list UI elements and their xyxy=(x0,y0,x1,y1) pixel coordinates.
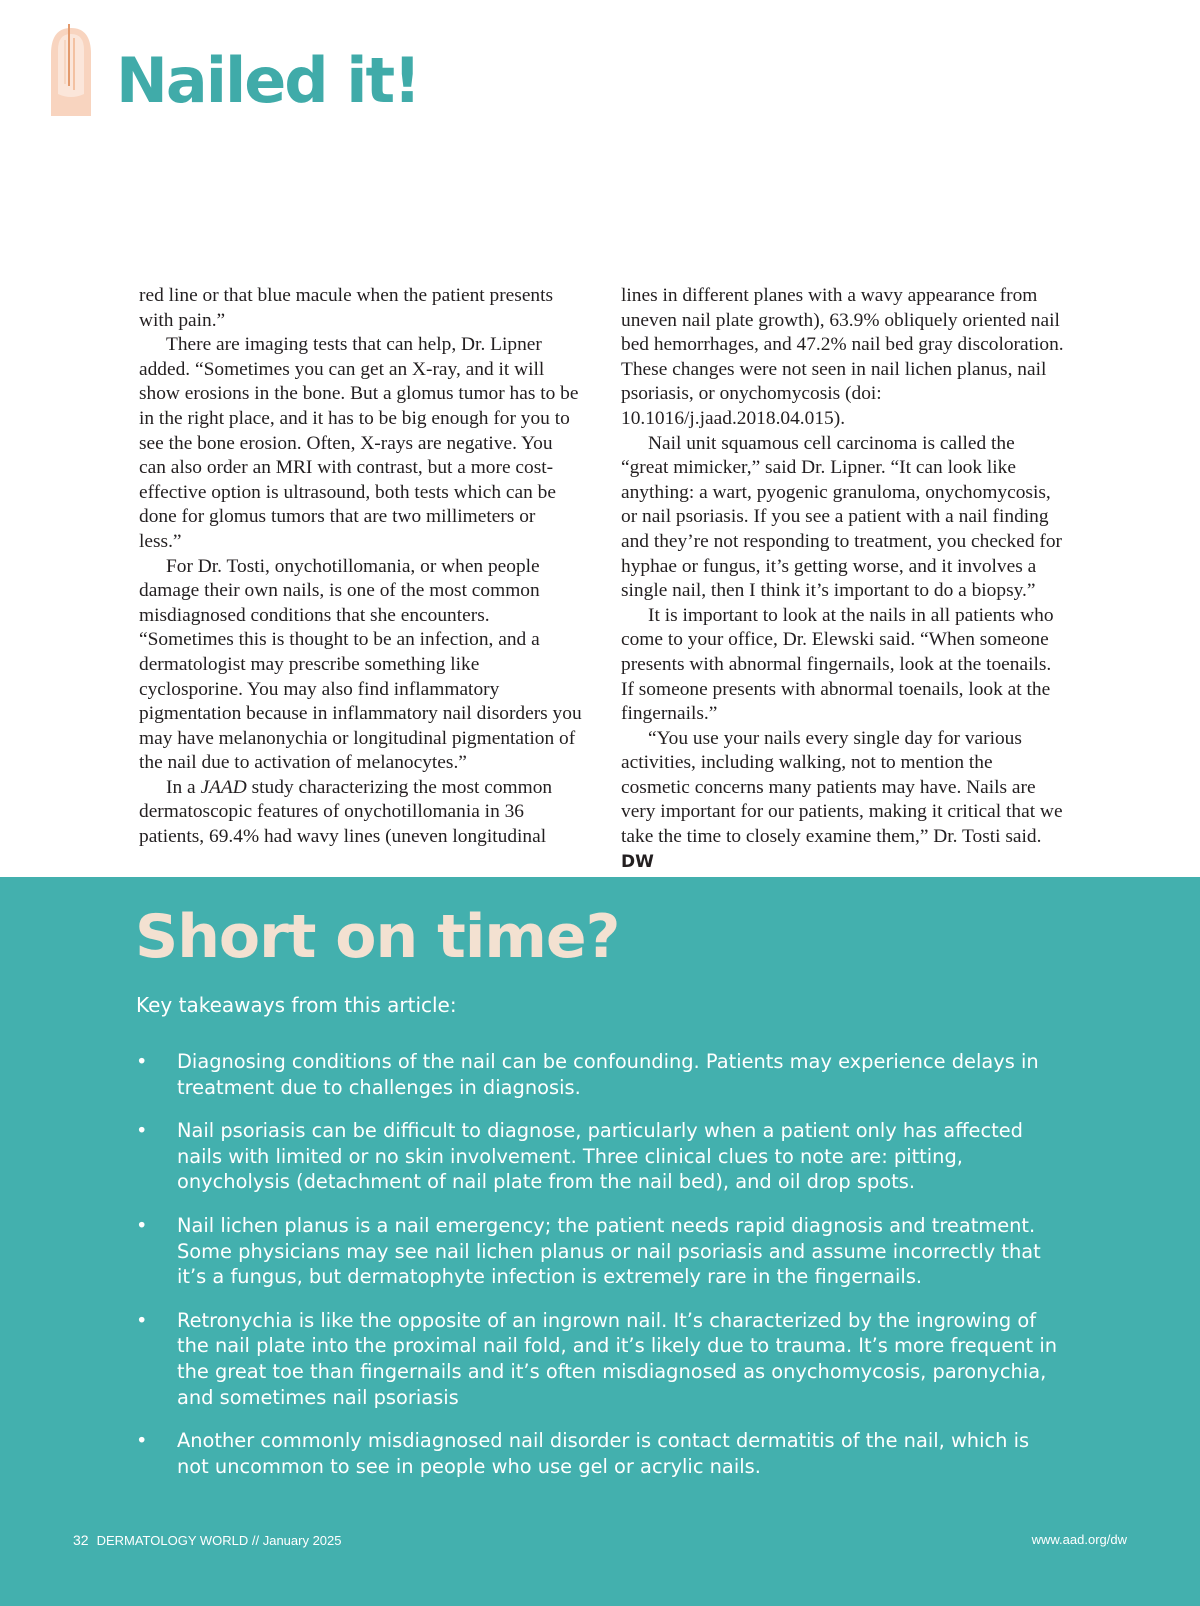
paragraph: It is important to look at the nails in all patients who come to your office, Dr. Elewski said. “When someone presents with abnormal fingernails, look at the toenails. If someone presents with abnormal toenails, look at the fingernails.” xyxy=(621,604,1054,725)
list-item-text: Nail psoriasis can be difficult to diagnose, particularly when a patient only has affected nails with limited or no skin involvement. Three clinical clues to note are: pitting, onycholysis (detachment of nail plate from the nail bed), and oil drop spots. xyxy=(177,1119,1023,1194)
paragraph-text: study characterizing the most common dermatoscopic features of onychotillomania in 36 patients, 69.4% had wavy lines (uneven longitudinal xyxy=(139,776,553,848)
summary-title: Short on time? xyxy=(135,902,620,972)
bullet-icon: • xyxy=(136,1213,148,1237)
paragraph: There are imaging tests that can help, Dr. Lipner added. “Sometimes you can get an X-ray, and it will show erosions in the bone. But a glomus tumor has to be in the right place, and it has to be big enough for you to see the bone erosion. Often, X-rays are negative. You can also order an MRI with contrast, but a more cost-effective option is ultrasound, both tests which can be done for glomus tumors that are two millimeters or less.” xyxy=(139,334,579,552)
publication-name: DERMATOLOGY WORLD // January 2025 xyxy=(96,1533,342,1548)
list-item xyxy=(136,1428,1066,1479)
paragraph: lines in different planes with a wavy appearance from uneven nail plate growth), 63.9% obliquely oriented nail bed hemorrhages, and 47.2% nail bed gray discoloration. These changes were not seen in nail lichen planus, nail psoriasis, or onychomycosis (doi: 10.1016/j.jaad.2018.04.015). xyxy=(621,285,1064,429)
paragraph-text: In a xyxy=(166,776,201,798)
list-item xyxy=(136,1308,1066,1410)
page-header xyxy=(46,22,746,122)
end-mark: DW xyxy=(621,851,654,872)
bullet-icon: • xyxy=(136,1119,148,1143)
bullet-icon: • xyxy=(136,1050,148,1073)
list-item xyxy=(136,1118,1066,1195)
list-item-text: Diagnosing conditions of the nail can be confounding. Patients may experience delays in treatment due to challenges in diagnosis. xyxy=(177,1050,1039,1099)
page-number: 32 xyxy=(73,1532,89,1548)
list-item-text: Nail lichen planus is a nail emergency; the patient needs rapid diagnosis and treatment. Some physicians may see nail lichen planus or nail psoriasis and assume incorrectly that it’s a fungus, but dermatophyte infection is extremely rare in the fingernails. xyxy=(177,1213,1041,1289)
takeaway-list xyxy=(136,1049,1066,1497)
paragraph xyxy=(621,727,1064,875)
page-title: Nailed it! xyxy=(116,44,420,117)
list-item-text: Retronychia is like the opposite of an ingrown nail. It’s characterized by the ingrowing of the nail plate into the proximal nail fold, and it’s likely due to trauma. It’s more frequent in the great toe than fingernails and it’s often misdiagnosed as onychomycosis, paronychia, and sometimes nail psoriasis xyxy=(177,1308,1058,1409)
paragraph: For Dr. Tosti, onychotillomania, or when people damage their own nails, is one of the most common misdiagnosed conditions that she encounters. “Sometimes this is thought to be an infection, and a dermatologist may prescribe something like cyclosporine. You may also find inflammatory pigmentation because in inflammatory nail disorders you may have melanonychia or longitudinal pigmentation of the nail due to activation of melanocytes.” xyxy=(139,555,582,774)
bullet-icon: • xyxy=(136,1429,148,1453)
list-item-text: Another commonly misdiagnosed nail disorder is contact dermatitis of the nail, which is not uncommon to see in people who use gel or acrylic nails. xyxy=(177,1429,1030,1478)
paragraph xyxy=(139,776,582,850)
bullet-icon: • xyxy=(136,1308,148,1332)
article-column-left xyxy=(139,284,582,874)
paragraph-text: “You use your nails every single day for various activities, including walking, not to mention the cosmetic concerns many patients may have. Nails are very important for our patients, making it critical that we take the time to closely examine them,” Dr. Tosti said. xyxy=(621,727,1063,848)
article-column-right xyxy=(621,284,1064,874)
article-body xyxy=(139,284,1064,874)
list-item xyxy=(136,1213,1066,1290)
summary-subtitle: Key takeaways from this article: xyxy=(136,993,457,1017)
website-link[interactable]: www.aad.org/dw xyxy=(1031,1532,1127,1547)
journal-name: JAAD xyxy=(200,776,247,798)
finger-nail-icon xyxy=(48,24,94,116)
page-footer xyxy=(73,1532,342,1548)
paragraph: red line or that blue macule when the patient presents with pain.” xyxy=(139,285,554,331)
summary-box xyxy=(0,877,1200,1606)
list-item xyxy=(136,1049,1066,1100)
paragraph: Nail unit squamous cell carcinoma is called the “great mimicker,” said Dr. Lipner. “It can look like anything: a wart, pyogenic granuloma, onychomycosis, or nail psoriasis. If you see a patient with a nail finding and they’re not responding to treatment, you checked for hyphae or fungus, it’s getting worse, and it involves a single nail, then I think it’s important to do a biopsy.” xyxy=(621,432,1062,602)
